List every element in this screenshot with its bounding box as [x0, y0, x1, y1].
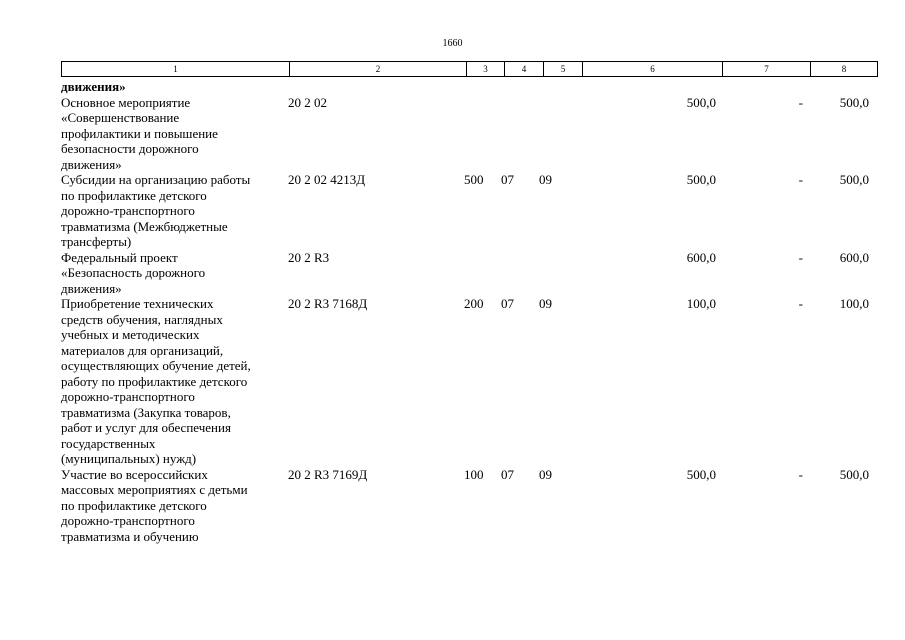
row-value-8: 500,0 — [839, 466, 869, 482]
row-value-7: - — [798, 466, 803, 482]
row-name-line: работу по профилактике детского — [61, 373, 248, 389]
row-rz: 07 — [501, 466, 514, 482]
row-name-line: по профилактике детского — [61, 187, 207, 203]
row-code: 20 2 02 4213Д — [288, 172, 366, 187]
row-value-7: - — [798, 296, 803, 311]
row-name-line: средств обучения, наглядных — [61, 311, 223, 327]
row-name-line: Федеральный проект — [61, 249, 178, 265]
row-name-line: «Безопасность дорожного — [61, 265, 206, 280]
row-name-line: Основное мероприятие — [61, 94, 191, 110]
row-value-6: 500,0 — [686, 172, 716, 187]
row-name-line: (муниципальных) нужд) — [61, 451, 197, 466]
row-pr — [539, 95, 577, 173]
row-rz — [501, 250, 539, 297]
row-pr: 09 — [539, 172, 552, 187]
row-name-line: работ и услуг для обеспечения — [61, 420, 231, 435]
row-value-6: 600,0 — [686, 249, 716, 265]
row-name — [61, 250, 288, 297]
row-name-line: травматизма (Закупка товаров, — [61, 404, 231, 420]
header-col-1: 1 — [62, 62, 290, 77]
row-name-line: по профилактике детского — [61, 497, 207, 513]
header-col-5: 5 — [544, 62, 583, 77]
header-col-6: 6 — [583, 62, 723, 77]
row-value-8: 600,0 — [839, 249, 869, 265]
row-name-line: Субсидии на организацию работы — [61, 172, 251, 187]
row-name-line: трансферты) — [61, 234, 132, 249]
budget-table — [61, 79, 869, 544]
row-name-line: дорожно-транспортного — [61, 389, 195, 404]
header-col-4: 4 — [505, 62, 544, 77]
header-col-8: 8 — [811, 62, 878, 77]
row-name-line: травматизма и обучению — [61, 528, 199, 544]
row-name-line: профилактики и повышение — [61, 125, 218, 141]
row-rz: 07 — [501, 296, 514, 311]
row-code: 20 2 R3 — [288, 249, 330, 265]
row-kvr — [464, 250, 501, 297]
row-name — [61, 172, 288, 250]
row-kvr — [464, 95, 501, 173]
column-number-header — [61, 61, 878, 77]
row-name-line: Приобретение технических — [61, 296, 214, 311]
row-name — [61, 467, 288, 545]
row-value-7: - — [798, 249, 803, 265]
row-name-line: осуществляющих обучение детей, — [61, 358, 251, 373]
table-row — [61, 172, 869, 250]
table-row — [61, 296, 869, 467]
row-name-line: учебных и методических — [61, 327, 200, 342]
carry-over-row — [61, 79, 869, 95]
row-code: 20 2 R3 7169Д — [288, 466, 368, 482]
row-value-8: 500,0 — [839, 94, 869, 110]
row-name-line: Участие во всероссийских — [61, 466, 208, 482]
row-kvr: 500 — [464, 172, 484, 187]
row-name-line: массовых мероприятиях с детьми — [61, 482, 248, 497]
row-pr: 09 — [539, 296, 552, 311]
row-name-line: безопасности дорожного — [61, 141, 199, 156]
row-name-line: дорожно-транспортного — [61, 513, 195, 528]
row-name-line: движения» — [61, 280, 122, 296]
row-rz — [501, 95, 539, 173]
header-col-3: 3 — [467, 62, 505, 77]
table-row — [61, 250, 869, 297]
table-row — [61, 95, 869, 173]
row-name-line: материалов для организаций, — [61, 342, 224, 358]
row-rz: 07 — [501, 172, 514, 187]
row-name — [61, 95, 288, 173]
row-name-line: дорожно-транспортного — [61, 203, 195, 218]
row-value-8: 100,0 — [839, 296, 869, 311]
row-value-6: 500,0 — [686, 94, 716, 110]
header-col-2: 2 — [290, 62, 467, 77]
carry-over-text: движения» — [61, 79, 126, 94]
row-value-6: 100,0 — [686, 296, 716, 311]
row-kvr: 100 — [464, 466, 484, 482]
row-name-line: движения» — [61, 156, 122, 172]
row-kvr: 200 — [464, 296, 484, 311]
row-pr — [539, 250, 577, 297]
row-value-7: - — [798, 172, 803, 187]
header-col-7: 7 — [723, 62, 811, 77]
row-code: 20 2 R3 7168Д — [288, 296, 368, 311]
row-pr: 09 — [539, 466, 552, 482]
row-name-line: государственных — [61, 435, 156, 451]
row-value-7: - — [798, 94, 803, 110]
row-name-line: «Совершенствование — [61, 110, 180, 125]
page-number: 1660 — [442, 38, 463, 49]
table-row — [61, 467, 869, 545]
row-name-line: травматизма (Межбюджетные — [61, 218, 228, 234]
row-name — [61, 296, 288, 467]
row-value-8: 500,0 — [839, 172, 869, 187]
row-code: 20 2 02 — [288, 94, 327, 110]
row-value-6: 500,0 — [686, 466, 716, 482]
